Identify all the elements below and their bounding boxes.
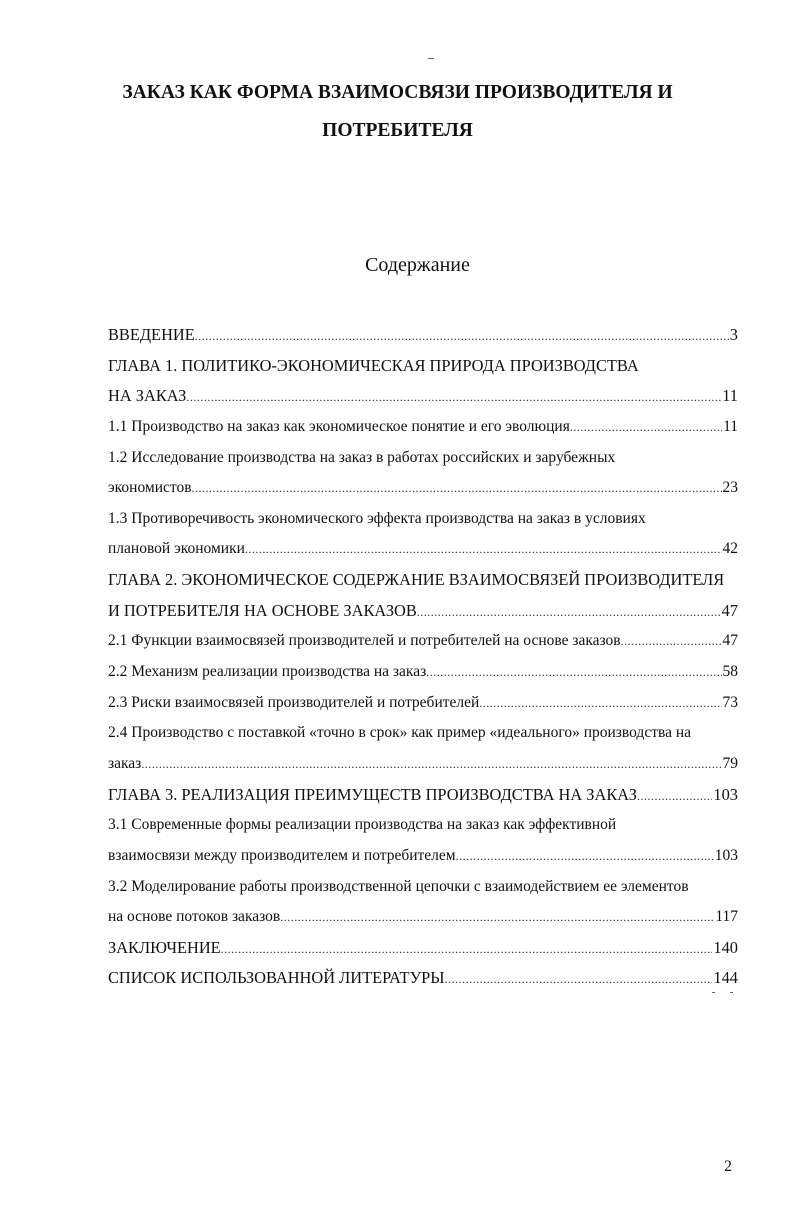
toc-entry <box>108 351 738 382</box>
toc-entry-title: ГЛАВА 1. ПОЛИТИКО-ЭКОНОМИЧЕСКАЯ ПРИРОДА ПРОИЗВОДСТВА <box>108 355 639 375</box>
toc-entry-title: 2.1 Функции взаимосвязей производителей и потребителей на основе заказов <box>108 632 621 650</box>
toc-entry-page: 42 <box>722 540 738 558</box>
toc-entry-title: ГЛАВА 3. РЕАЛИЗАЦИЯ ПРЕИМУЩЕСТВ ПРОИЗВОДСТВА НА ЗАКАЗ <box>108 784 637 804</box>
toc-entry-title: 1.2 Исследование производства на заказ в работах российских и зарубежных <box>108 448 616 466</box>
document-title <box>60 74 735 150</box>
toc-entry-title: ЗАКЛЮЧЕНИЕ <box>108 937 221 957</box>
title-line-2: ПОТРЕБИТЕЛЯ <box>322 120 473 141</box>
toc-entry-title: 3.2 Моделирование работы производственной цепочки с взаимодействием ее элементов <box>108 877 689 895</box>
toc-entry <box>108 565 738 596</box>
toc-leader-dots <box>445 964 713 995</box>
toc-entry <box>108 933 738 964</box>
toc-entry-page: 23 <box>722 479 738 497</box>
toc-entry-title: на основе потоков заказов <box>108 908 281 926</box>
toc-entry <box>108 381 738 412</box>
toc-leader-dots <box>195 321 729 352</box>
scan-mark <box>712 992 715 993</box>
toc-entry <box>108 718 738 749</box>
toc-entry <box>108 872 738 903</box>
toc-leader-dots <box>417 597 721 628</box>
toc-entry <box>108 443 738 474</box>
toc-entry <box>108 749 738 780</box>
toc-entry-page: 140 <box>713 937 738 957</box>
toc-entry-title: НА ЗАКАЗ <box>108 386 187 406</box>
toc-leader-dots <box>570 412 722 443</box>
toc-entry-page: 144 <box>713 968 738 988</box>
toc-entry-title: 2.2 Механизм реализации производства на заказ <box>108 663 427 681</box>
toc-entry-title: СПИСОК ИСПОЛЬЗОВАННОЙ ЛИТЕРАТУРЫ <box>108 968 445 988</box>
toc-entry <box>108 780 738 811</box>
toc-entry <box>108 412 738 443</box>
toc-entry-title: И ПОТРЕБИТЕЛЯ НА ОСНОВЕ ЗАКАЗОВ <box>108 600 417 620</box>
toc-entry-page: 11 <box>722 386 738 406</box>
toc-entry <box>108 657 738 688</box>
toc-entry-page: 103 <box>713 784 738 804</box>
toc-leader-dots <box>621 626 722 657</box>
toc-leader-dots <box>280 902 714 933</box>
toc-entry <box>108 534 738 565</box>
toc-entry <box>108 963 738 994</box>
toc-entry-title: 1.1 Производство на заказ как экономическое понятие и его эволюция <box>108 417 570 435</box>
toc-leader-dots <box>637 781 712 812</box>
toc-entry-page: 117 <box>715 908 738 926</box>
scan-mark <box>428 58 434 59</box>
toc-entry-title: 2.4 Производство с поставкой «точно в срок» как пример «идеального» производства на <box>108 724 692 742</box>
title-line-1: ЗАКАЗ КАК ФОРМА ВЗАИМОСВЯЗИ ПРОИЗВОДИТЕЛЯ И <box>122 82 673 103</box>
toc-entry-title: 2.3 Риски взаимосвязей производителей и потребителей <box>108 693 480 711</box>
toc-entry <box>108 626 738 657</box>
table-of-contents <box>108 320 738 994</box>
toc-entry <box>108 504 738 535</box>
toc-entry-title: 1.3 Противоречивость экономического эффекта производства на заказ в условиях <box>108 509 646 527</box>
toc-leader-dots <box>192 473 722 504</box>
toc-heading: Содержание <box>365 254 470 276</box>
toc-entry-page: 47 <box>722 632 738 650</box>
toc-entry <box>108 810 738 841</box>
toc-entry <box>108 688 738 719</box>
toc-entry-title: 3.1 Современные формы реализации производства на заказ как эффективной <box>108 816 617 834</box>
toc-entry <box>108 320 738 351</box>
toc-entry-page: 58 <box>722 663 738 681</box>
scan-mark <box>730 992 733 993</box>
toc-leader-dots <box>141 749 721 780</box>
toc-entry <box>108 473 738 504</box>
page-number: 2 <box>724 1158 732 1175</box>
toc-entry <box>108 841 738 872</box>
toc-entry-page: 47 <box>721 600 738 620</box>
toc-leader-dots <box>221 934 713 965</box>
toc-entry-title: плановой экономики <box>108 540 245 558</box>
toc-entry-title: заказ <box>108 754 142 772</box>
toc-leader-dots <box>479 688 721 719</box>
toc-leader-dots <box>426 657 721 688</box>
toc-entry-page: 11 <box>723 417 738 435</box>
toc-entry-page: 3 <box>729 325 738 344</box>
toc-entry <box>108 596 738 627</box>
toc-entry-title: взаимосвязи между производителем и потребителем <box>108 846 456 864</box>
toc-entry <box>108 902 738 933</box>
toc-leader-dots <box>186 382 721 413</box>
toc-leader-dots <box>245 534 722 565</box>
toc-entry-title: экономистов <box>108 479 192 497</box>
toc-entry-title: ГЛАВА 2. ЭКОНОМИЧЕСКОЕ СОДЕРЖАНИЕ ВЗАИМОСВЯЗЕЙ ПРОИЗВОДИТЕЛЯ <box>108 570 725 590</box>
toc-entry-title: ВВЕДЕНИЕ <box>108 325 195 344</box>
toc-leader-dots <box>456 841 714 872</box>
toc-entry-page: 79 <box>722 754 738 772</box>
toc-entry-page: 73 <box>722 693 738 711</box>
toc-entry-page: 103 <box>714 846 738 864</box>
